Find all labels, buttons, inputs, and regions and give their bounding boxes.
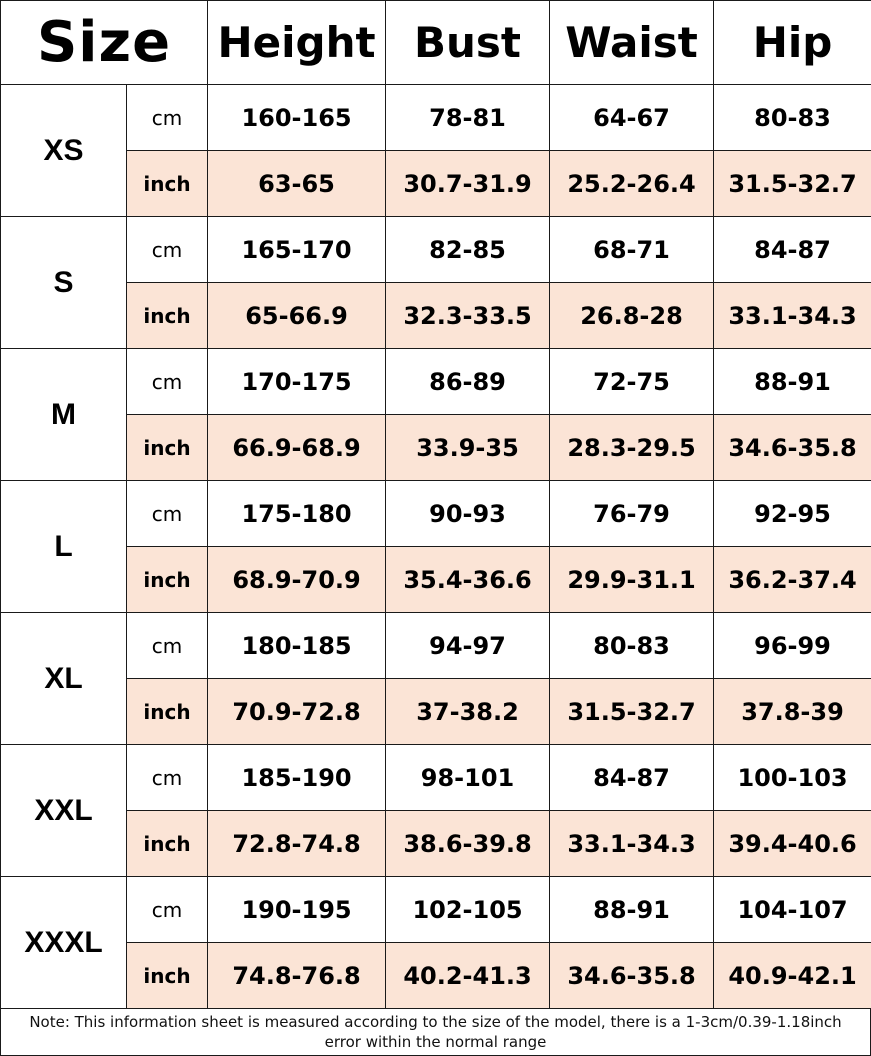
waist-inch-value: 33.1-34.3 — [550, 811, 714, 877]
height-inch-value: 72.8-74.8 — [208, 811, 386, 877]
waist-cm-value: 64-67 — [550, 85, 714, 151]
table-row — [1, 217, 871, 283]
table-row — [1, 943, 871, 1009]
header-row — [1, 1, 871, 85]
height-inch-value: 65-66.9 — [208, 283, 386, 349]
bust-cm-value: 78-81 — [386, 85, 550, 151]
table-row — [1, 85, 871, 151]
waist-inch-value: 25.2-26.4 — [550, 151, 714, 217]
hip-cm-value: 80-83 — [714, 85, 871, 151]
table-row — [1, 679, 871, 745]
unit-label: cm — [127, 877, 208, 943]
height-cm-value: 180-185 — [208, 613, 386, 679]
bust-inch-value: 38.6-39.8 — [386, 811, 550, 877]
height-inch-value: 66.9-68.9 — [208, 415, 386, 481]
unit-label: inch — [127, 151, 208, 217]
table-row — [1, 877, 871, 943]
waist-inch-value: 28.3-29.5 — [550, 415, 714, 481]
measurement-note: Note: This information sheet is measured according to the size of the model, there is a 1-3cm/0.39-1.18inch error within the normal range — [0, 1009, 871, 1056]
waist-inch-value: 26.8-28 — [550, 283, 714, 349]
size-header: Size — [1, 1, 208, 85]
unit-label: cm — [127, 481, 208, 547]
hip-inch-value: 33.1-34.3 — [714, 283, 871, 349]
unit-label: cm — [127, 613, 208, 679]
height-cm-value: 175-180 — [208, 481, 386, 547]
bust-inch-value: 33.9-35 — [386, 415, 550, 481]
bust-inch-value: 35.4-36.6 — [386, 547, 550, 613]
height-cm-value: 165-170 — [208, 217, 386, 283]
waist-cm-value: 68-71 — [550, 217, 714, 283]
size-label: L — [1, 481, 127, 613]
waist-inch-value: 29.9-31.1 — [550, 547, 714, 613]
hip-inch-value: 39.4-40.6 — [714, 811, 871, 877]
waist-cm-value: 88-91 — [550, 877, 714, 943]
unit-label: cm — [127, 349, 208, 415]
bust-inch-value: 40.2-41.3 — [386, 943, 550, 1009]
hip-inch-value: 31.5-32.7 — [714, 151, 871, 217]
unit-label: cm — [127, 745, 208, 811]
bust-inch-value: 32.3-33.5 — [386, 283, 550, 349]
waist-cm-value: 72-75 — [550, 349, 714, 415]
waist-header: Waist — [550, 1, 714, 85]
size-label: S — [1, 217, 127, 349]
unit-label: inch — [127, 415, 208, 481]
table-row — [1, 547, 871, 613]
height-inch-value: 68.9-70.9 — [208, 547, 386, 613]
table-row — [1, 151, 871, 217]
hip-inch-value: 37.8-39 — [714, 679, 871, 745]
size-label: XXL — [1, 745, 127, 877]
table-row — [1, 745, 871, 811]
height-inch-value: 74.8-76.8 — [208, 943, 386, 1009]
bust-inch-value: 30.7-31.9 — [386, 151, 550, 217]
height-inch-value: 70.9-72.8 — [208, 679, 386, 745]
size-label: M — [1, 349, 127, 481]
hip-inch-value: 40.9-42.1 — [714, 943, 871, 1009]
table-row — [1, 481, 871, 547]
height-header: Height — [208, 1, 386, 85]
waist-inch-value: 31.5-32.7 — [550, 679, 714, 745]
bust-inch-value: 37-38.2 — [386, 679, 550, 745]
table-row — [1, 811, 871, 877]
height-inch-value: 63-65 — [208, 151, 386, 217]
height-cm-value: 185-190 — [208, 745, 386, 811]
hip-cm-value: 104-107 — [714, 877, 871, 943]
waist-cm-value: 80-83 — [550, 613, 714, 679]
table-row — [1, 415, 871, 481]
size-label: XXXL — [1, 877, 127, 1009]
unit-label: inch — [127, 283, 208, 349]
table-row — [1, 349, 871, 415]
hip-cm-value: 96-99 — [714, 613, 871, 679]
waist-inch-value: 34.6-35.8 — [550, 943, 714, 1009]
hip-header: Hip — [714, 1, 871, 85]
hip-cm-value: 92-95 — [714, 481, 871, 547]
hip-inch-value: 36.2-37.4 — [714, 547, 871, 613]
bust-cm-value: 94-97 — [386, 613, 550, 679]
size-label: XS — [1, 85, 127, 217]
unit-label: cm — [127, 217, 208, 283]
height-cm-value: 190-195 — [208, 877, 386, 943]
unit-label: inch — [127, 547, 208, 613]
unit-label: inch — [127, 679, 208, 745]
bust-cm-value: 82-85 — [386, 217, 550, 283]
unit-label: inch — [127, 811, 208, 877]
table-row — [1, 283, 871, 349]
waist-cm-value: 76-79 — [550, 481, 714, 547]
bust-header: Bust — [386, 1, 550, 85]
bust-cm-value: 98-101 — [386, 745, 550, 811]
unit-label: inch — [127, 943, 208, 1009]
hip-inch-value: 34.6-35.8 — [714, 415, 871, 481]
hip-cm-value: 88-91 — [714, 349, 871, 415]
waist-cm-value: 84-87 — [550, 745, 714, 811]
height-cm-value: 170-175 — [208, 349, 386, 415]
hip-cm-value: 84-87 — [714, 217, 871, 283]
bust-cm-value: 102-105 — [386, 877, 550, 943]
height-cm-value: 160-165 — [208, 85, 386, 151]
table-row — [1, 613, 871, 679]
bust-cm-value: 86-89 — [386, 349, 550, 415]
size-label: XL — [1, 613, 127, 745]
hip-cm-value: 100-103 — [714, 745, 871, 811]
unit-label: cm — [127, 85, 208, 151]
bust-cm-value: 90-93 — [386, 481, 550, 547]
